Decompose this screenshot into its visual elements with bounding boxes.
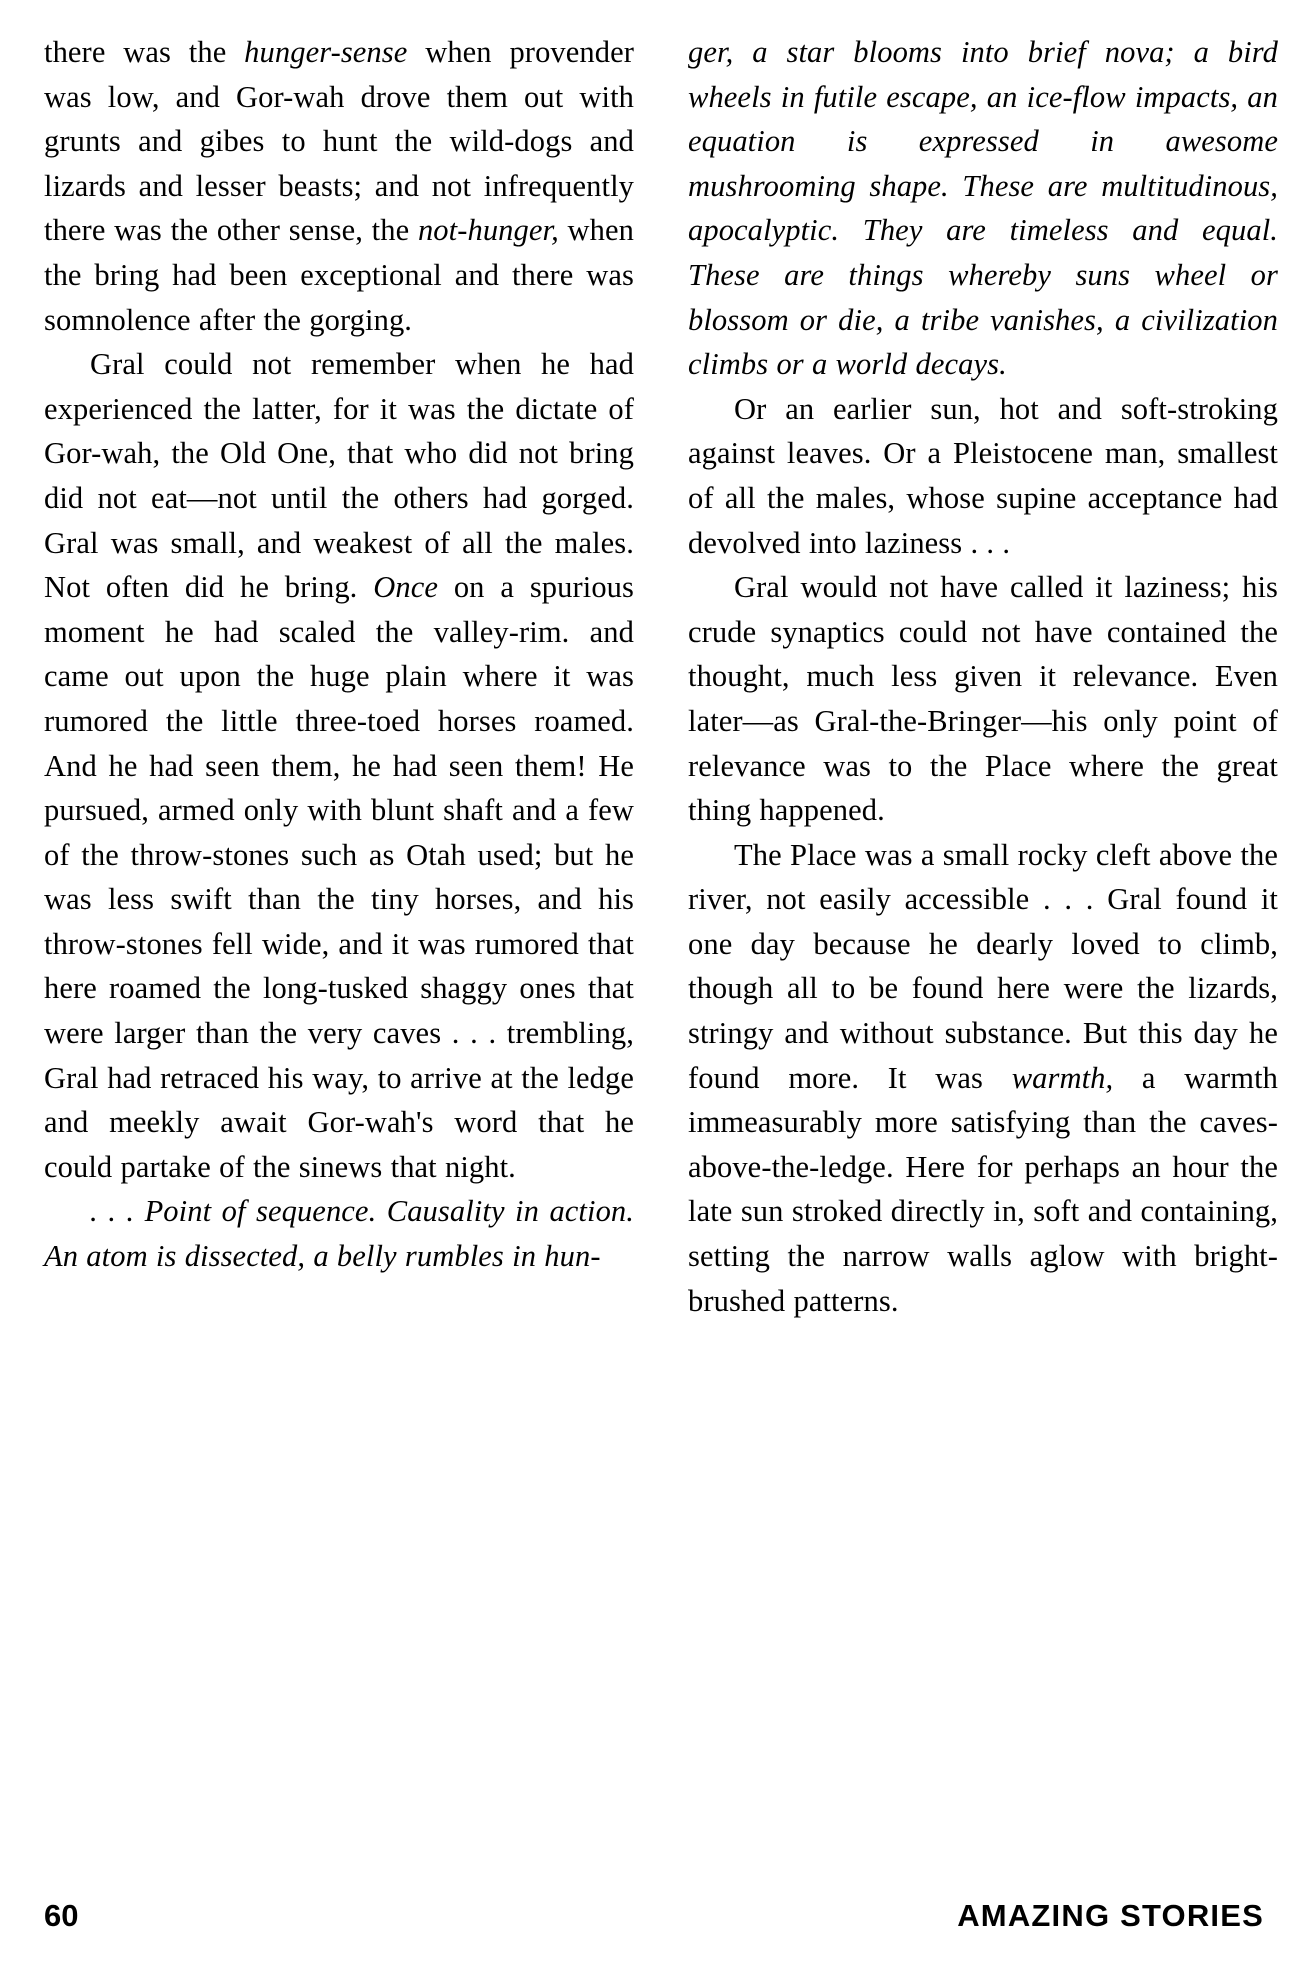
page-footer xyxy=(44,1898,1264,1934)
emphasis-text: hunger-sense xyxy=(244,35,408,69)
text-columns xyxy=(44,30,1278,1820)
paragraph: Gral could not remember when he had experienced the latter, for it was the dictate of Gor-wah, the Old One, that who did not bring did not eat—not until the others had gorged. Gral was small, and weakest of all the males. Not often did he bring. Once on a spurious moment he had scaled the valley-rim. and came out upon the huge plain where it was rumored the little three-toed horses roamed. And he had seen them, he had seen them! He pursued, armed only with blunt shaft and a few of the throw-stones such as Otah used; but he was less swift than the tiny horses, and his throw-stones fell wide, and it was rumored that here roamed the long-tusked shaggy ones that were larger than the very caves . . . trembling, Gral had retraced his way, to arrive at the ledge and meekly await Gor-wah's word that he could partake of the sinews that night. xyxy=(44,347,634,1184)
paragraph: Gral would not have called it laziness; his crude synaptics could not have contained the thought, much less given it relevance. Even later—as Gral-the-Bringer—his only point of relevance was to the Place where the great thing happened. xyxy=(688,570,1278,828)
emphasis-text: not-hunger, xyxy=(417,213,559,248)
paragraph: ger, a star blooms into brief nova; a bird wheels in futile escape, an ice-flow impacts, an equation is expressed in awesome mushrooming shape. These are multitudinous, apocalyptic. They are timeless and equal. These are things whereby suns wheel or blossom or die, a tribe vanishes, a civilization climbs or a world decays. xyxy=(688,35,1278,382)
paragraph: . . . Point of sequence. Causality in action. An atom is dissected, a belly rumbles in hun- xyxy=(44,1194,634,1274)
left-column xyxy=(44,30,634,1820)
paragraph: there was the hunger-sense when provender was low, and Gor-wah drove them out with grunts and gibes to hunt the wild-dogs and lizards and lesser beasts; and not infrequently there was the other sense, the not-hunger, when the bring had been exceptional and there was somnolence after the gorging. xyxy=(44,35,634,337)
magazine-title: AMAZING STORIES xyxy=(957,1898,1264,1933)
page-number: 60 xyxy=(44,1898,79,1933)
emphasis-text: warmth, xyxy=(1011,1060,1114,1095)
emphasis-text: Once xyxy=(373,570,438,605)
right-column xyxy=(688,30,1278,1820)
paragraph: The Place was a small rocky cleft above the river, not easily accessible . . . Gral found it one day because he dearly loved to climb, though all to be found here were the lizards, stringy and without substance. But this day he found more. It was warmth, a warmth immeasurably more satisfying than the caves-above-the-ledge. Here for perhaps an hour the late sun stroked directly in, soft and containing, setting the narrow walls aglow with bright-brushed patterns. xyxy=(688,837,1278,1318)
paragraph: Or an earlier sun, hot and soft-stroking against leaves. Or a Pleistocene man, smallest of all the males, whose supine acceptance had devolved into laziness . . . xyxy=(688,391,1278,560)
